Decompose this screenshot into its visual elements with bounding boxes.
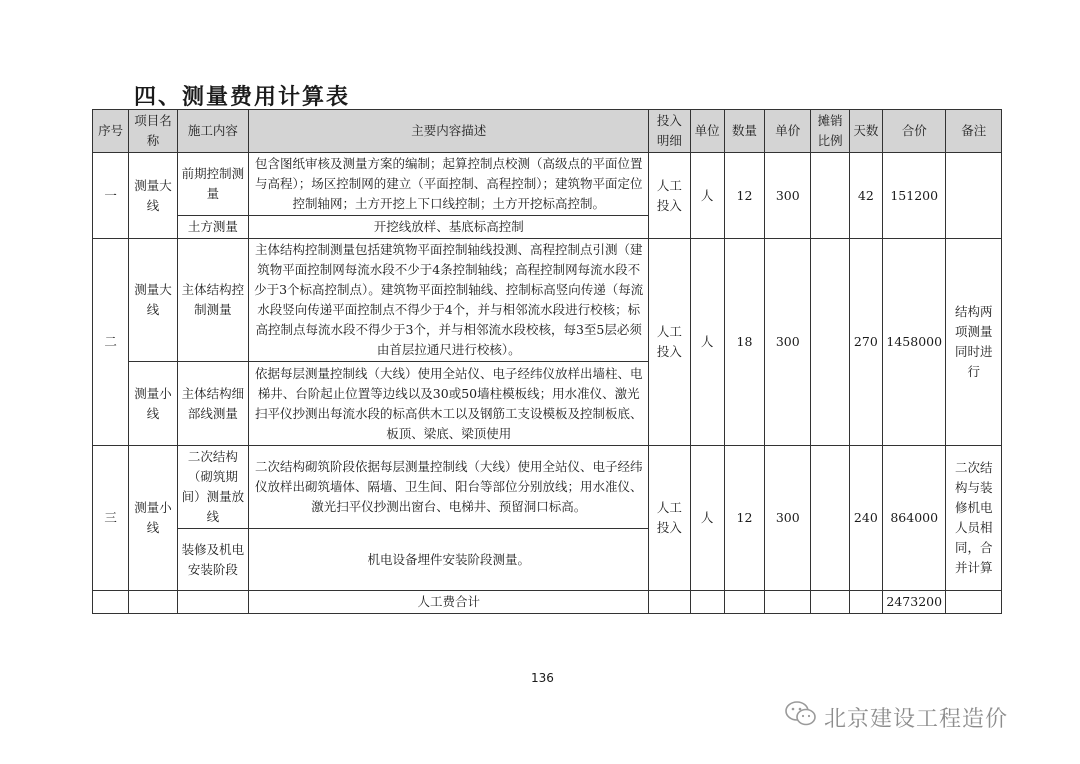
row1-stage-b: 土方测量 bbox=[177, 216, 249, 239]
row1-stage-a: 前期控制测量 bbox=[177, 153, 249, 216]
page-number: 136 bbox=[531, 671, 554, 685]
summary-blank-9 bbox=[811, 591, 849, 614]
watermark-text: 北京建设工程造价 bbox=[824, 706, 1009, 732]
row1-item: 测量大线 bbox=[129, 153, 177, 239]
header-price: 单价 bbox=[765, 110, 811, 153]
watermark bbox=[784, 700, 1008, 734]
summary-total: 2473200 bbox=[882, 591, 945, 614]
summary-blank-3 bbox=[177, 591, 249, 614]
row2-item-b: 测量小线 bbox=[129, 362, 177, 446]
row1-desc-b: 开挖线放样、基底标高控制 bbox=[249, 216, 649, 239]
row1-note bbox=[946, 153, 1002, 239]
summary-blank-1 bbox=[93, 591, 129, 614]
row2-stage-b: 主体结构细部线测量 bbox=[177, 362, 249, 446]
row3-seq: 三 bbox=[93, 446, 129, 591]
row1-total: 151200 bbox=[882, 153, 945, 239]
row2-seq: 二 bbox=[93, 239, 129, 446]
row1-input: 人工投入 bbox=[649, 153, 690, 239]
row3-total: 864000 bbox=[882, 446, 945, 591]
header-stage: 施工内容 bbox=[177, 110, 249, 153]
row2-desc-a: 主体结构控制测量包括建筑物平面控制轴线投测、高程控制点引测（建筑物平面控制网每流水段不少于4条控制轴线；高程控制网每流水段不少于3个标高控制点）。建筑物平面控制轴线、控制标高竖向传递（每流水段竖向传递平面控制点不得少于4个，并与相邻流水段进行校核；标高控制点每流水段不得少于3个，并与相邻流水段校核，每3至5层必须由首层拉通尺进行校核）。 bbox=[249, 239, 649, 362]
row3-stage-b: 装修及机电安装阶段 bbox=[177, 529, 249, 591]
summary-blank-5 bbox=[649, 591, 690, 614]
row2-qty: 18 bbox=[724, 239, 764, 446]
row3-desc-a: 二次结构砌筑阶段依据每层测量控制线（大线）使用全站仪、电子经纬仪放样出砌筑墙体、隔墙、卫生间、阳台等部位分别放线；用水准仪、激光扫平仪抄测出窗台、电梯井、预留洞口标高。 bbox=[249, 446, 649, 529]
table-row bbox=[93, 446, 1002, 529]
summary-row bbox=[93, 591, 1002, 614]
header-qty: 数量 bbox=[724, 110, 764, 153]
row1-desc-a: 包含图纸审核及测量方案的编制；起算控制点校测（高级点的平面位置与高程）；场区控制网的建立（平面控制、高程控制）；建筑物平面定位控制轴网；土方开挖上下口线控制；土方开挖标高控制。 bbox=[249, 153, 649, 216]
row3-qty: 12 bbox=[724, 446, 764, 591]
summary-blank-10 bbox=[849, 591, 882, 614]
row3-desc-b: 机电设备埋件安装阶段测量。 bbox=[249, 529, 649, 591]
header-desc: 主要内容描述 bbox=[249, 110, 649, 153]
header-input: 投入明细 bbox=[649, 110, 690, 153]
row1-qty: 12 bbox=[724, 153, 764, 239]
row3-ratio bbox=[811, 446, 849, 591]
table-row bbox=[93, 153, 1002, 216]
row2-item-a: 测量大线 bbox=[129, 239, 177, 362]
cost-table bbox=[92, 109, 1002, 614]
row3-item: 测量小线 bbox=[129, 446, 177, 591]
table-row bbox=[93, 239, 1002, 362]
row3-note: 二次结构与装修机电人员相同，合并计算 bbox=[946, 446, 1002, 591]
header-unit: 单位 bbox=[690, 110, 724, 153]
summary-blank-7 bbox=[724, 591, 764, 614]
row2-stage-a: 主体结构控制测量 bbox=[177, 239, 249, 362]
summary-blank-8 bbox=[765, 591, 811, 614]
header-total: 合价 bbox=[882, 110, 945, 153]
summary-label: 人工费合计 bbox=[249, 591, 649, 614]
header-note: 备注 bbox=[946, 110, 1002, 153]
header-seq: 序号 bbox=[93, 110, 129, 153]
summary-blank-2 bbox=[129, 591, 177, 614]
summary-blank-12 bbox=[946, 591, 1002, 614]
row1-unit: 人 bbox=[690, 153, 724, 239]
row3-unit: 人 bbox=[690, 446, 724, 591]
row2-desc-b: 依据每层测量控制线（大线）使用全站仪、电子经纬仪放样出墙柱、电梯井、台阶起止位置等边线以及30或50墙柱模板线；用水准仪、激光扫平仪抄测出每流水段的标高供木工以及钢筋工支设模板及控制板底、板顶、梁底、梁顶使用 bbox=[249, 362, 649, 446]
summary-blank-6 bbox=[690, 591, 724, 614]
row3-stage-a: 二次结构（砌筑期间）测量放线 bbox=[177, 446, 249, 529]
row2-unit: 人 bbox=[690, 239, 724, 446]
row3-days: 240 bbox=[849, 446, 882, 591]
row1-price: 300 bbox=[765, 153, 811, 239]
row2-price: 300 bbox=[765, 239, 811, 446]
row2-days: 270 bbox=[849, 239, 882, 446]
header-ratio: 摊销比例 bbox=[811, 110, 849, 153]
row2-ratio bbox=[811, 239, 849, 446]
header-days: 天数 bbox=[849, 110, 882, 153]
row1-seq: 一 bbox=[93, 153, 129, 239]
wechat-icon bbox=[784, 700, 818, 734]
row2-total: 1458000 bbox=[882, 239, 945, 446]
row2-note: 结构两项测量同时进行 bbox=[946, 239, 1002, 446]
header-item: 项目名称 bbox=[129, 110, 177, 153]
row1-ratio bbox=[811, 153, 849, 239]
row3-input: 人工投入 bbox=[649, 446, 690, 591]
page-title: 四、测量费用计算表 bbox=[134, 84, 351, 110]
row1-days: 42 bbox=[849, 153, 882, 239]
header-row bbox=[93, 110, 1002, 153]
row3-price: 300 bbox=[765, 446, 811, 591]
row2-input: 人工投入 bbox=[649, 239, 690, 446]
